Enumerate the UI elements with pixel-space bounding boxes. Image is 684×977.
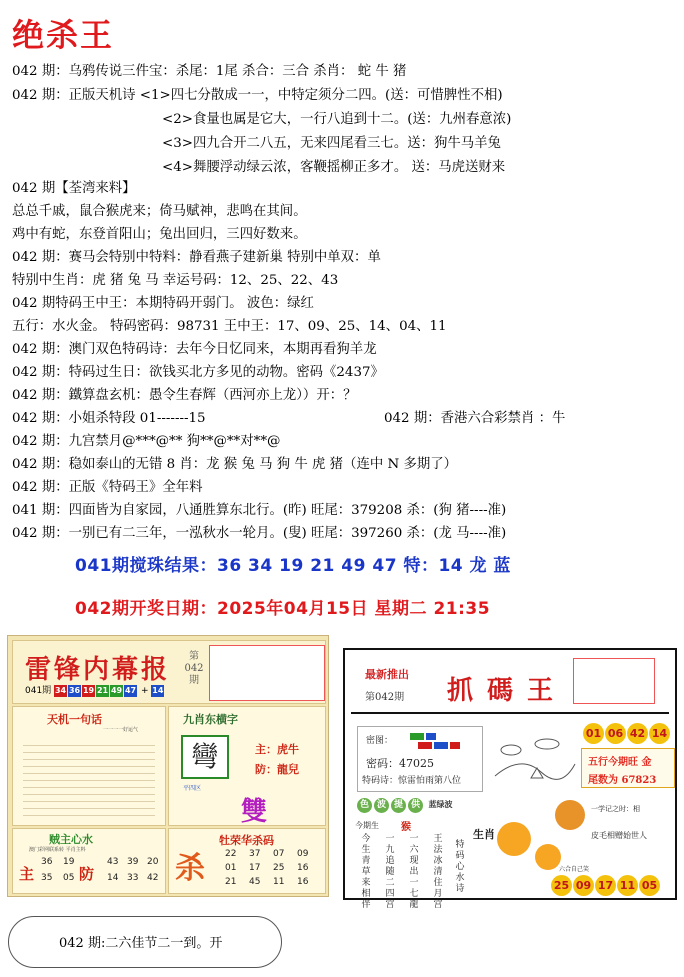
sha-num: 16 (297, 863, 309, 873)
sha-num: 09 (297, 849, 309, 859)
line: 042 期：特码过生日：欲钱买北方多见的动物。密码《2437》 (12, 365, 384, 380)
bar-char: 波 (374, 798, 389, 813)
zei-text: 澳门彩网联系转 平肖主料 (29, 847, 86, 853)
guard-pick: 防：龍兒 (255, 763, 299, 776)
line: <3>四九合开二八五，无来四尾看三七。送：狗牛马羊兔 (162, 136, 501, 151)
zei-num: 33 (127, 873, 139, 883)
line: 042 期：正版天机诗 <1>四七分散成一一，中特定须分二四。(送：可惜脾性不相) (12, 88, 503, 103)
zhuama-blank-box (573, 658, 655, 704)
jiuxiao-section (168, 706, 326, 826)
poem-col: 王法冰清住月宫 (433, 834, 443, 910)
tianji-sub: 一一一一好运气 (103, 727, 139, 733)
line: 042 期：小姐杀特段 01-------15 (12, 411, 206, 426)
sha-num: 45 (249, 877, 261, 887)
monkey-icon (555, 800, 585, 830)
zei-main: 主 (19, 865, 35, 883)
line: 042 期：乌鸦传说三件宝：杀尾：1尾 杀合：三合 杀肖： 蛇 牛 猪 (12, 64, 407, 79)
poem-col: 一六现出一七龍 (409, 834, 419, 910)
secret-code: 密码：47025 (366, 757, 434, 770)
landscape-drawing-icon (491, 724, 577, 786)
bar-end: 蓝绿波 (428, 799, 453, 809)
side-note-3: 六合自己笑 (559, 866, 590, 873)
riddle-poem: 特码诗：惊雷怕雨第八位 (362, 776, 462, 786)
leifeng-panel (7, 635, 329, 897)
draw-result: 041期搅珠结果：36 34 19 21 49 47 特：14 龙 蓝 (75, 556, 511, 576)
line: 总总千戚，鼠合猴虎来；倚马赋神，悲鸣在其间。 (12, 204, 307, 219)
sha-num: 01 (225, 863, 237, 873)
side-note-2: 皮毛相赠始世人 (591, 831, 647, 840)
zei-num: 20 (147, 857, 159, 867)
sha-num: 17 (249, 863, 261, 873)
zei-num: 14 (107, 873, 119, 883)
leifeng-blank-box (209, 645, 325, 701)
zhuama-header (351, 658, 669, 710)
line: 042 期【荃湾来料】 (12, 181, 136, 196)
ball: 34 (54, 686, 67, 695)
sha-num: 37 (249, 849, 261, 859)
secret-logo-icon (408, 731, 464, 751)
zodiac-label: 生肖 (473, 828, 495, 841)
big-character: 彎 (181, 735, 229, 779)
leifeng-title: 雷锋内幕报 (25, 655, 171, 685)
ball: 49 (110, 686, 123, 695)
leifeng-header (12, 640, 326, 704)
poem-col: 今生青草来相伴 (361, 834, 371, 910)
secret-label: 密图： (366, 736, 394, 746)
tianji-section (12, 706, 166, 826)
zei-guard: 防 (79, 865, 95, 883)
orb: 11 (617, 875, 638, 896)
bar-char: 供 (408, 798, 423, 813)
bottom-orbs (551, 874, 661, 896)
sha-num: 16 (297, 877, 309, 887)
sha-character: 杀 (175, 851, 205, 886)
line: 042 期：稳如泰山的无错 8 肖：龙 猴 兔 马 狗 牛 虎 猪（连中 N 多期了） (12, 457, 458, 472)
tip-tail: 尾数为 67823 (588, 775, 657, 786)
zei-title: 贼主心水 (49, 833, 93, 846)
zei-num: 19 (63, 857, 75, 867)
line: 042 期：一别已有二三年，一泓秋水一轮月。(叟) 旺尾：397260 杀：(龙 马----准) (12, 526, 507, 541)
line: 鸡中有蛇，东登首阳山；兔出回归，三四好数来。 (12, 227, 307, 242)
line: 042 期：正版《特码王》全年料 (12, 480, 203, 495)
orb: 09 (573, 875, 594, 896)
zei-num: 39 (127, 857, 139, 867)
sec2-tag: 平四区 (183, 785, 202, 792)
zhuama-title: 抓碼王 (447, 676, 568, 706)
secret-code-box (357, 726, 483, 792)
zhuama-issue: 第042期 (365, 692, 405, 703)
line: 特别中生肖：虎 猪 兔 马 幸运号码：12、25、22、43 (12, 273, 339, 288)
ball: 47 (124, 686, 137, 695)
orb: 06 (605, 723, 626, 744)
leifeng-issue: 第042期 (184, 651, 204, 686)
bar-issue: 今期生 (355, 821, 379, 830)
sun-icon (535, 844, 561, 870)
bar-char: 提 (391, 798, 406, 813)
orb: 01 (583, 723, 604, 744)
zei-section (12, 828, 166, 894)
speech-bubble (8, 916, 282, 968)
sha-num: 25 (273, 863, 285, 873)
tianji-title: 天机一句话 (47, 713, 102, 726)
main-pick: 主：虎牛 (255, 743, 299, 756)
bar-pick: 猴 (401, 822, 411, 833)
plus-sign: + (140, 686, 149, 696)
sun-icon (497, 822, 531, 856)
color-bar (357, 798, 452, 813)
sha-section (168, 828, 326, 894)
tianji-fine-print (23, 739, 155, 819)
sha-num: 22 (225, 849, 237, 859)
orb: 17 (595, 875, 616, 896)
top-orbs (583, 722, 671, 744)
ball: 21 (96, 686, 109, 695)
line: 042 期：赛马会特别中特料：静看燕子建新巢 特别中单双：单 (12, 250, 381, 265)
shuang-character: 雙 (241, 797, 268, 827)
sha-num: 21 (225, 877, 237, 887)
zei-num: 35 (41, 873, 53, 883)
poem-col: 一九追随二四宫 (385, 834, 395, 910)
line: 五行：水火金。 特码密码：98731 王中王：17、09、25、14、04、11 (12, 319, 447, 334)
orb: 42 (627, 723, 648, 744)
zei-num: 42 (147, 873, 159, 883)
line: <4>舞腰浮动绿云浓，客鞭摇柳正多才。 送：马虎送财来 (162, 160, 506, 175)
zei-num: 43 (107, 857, 119, 867)
zhuama-panel (343, 648, 677, 910)
zei-num: 36 (41, 857, 53, 867)
bubble-text: 042 期:二六佳节二一到。开 (59, 936, 223, 951)
bar-char: 色 (357, 798, 372, 813)
sha-num: 07 (273, 849, 285, 859)
ball-special: 14 (152, 686, 164, 695)
page-title: 绝杀王 (12, 16, 115, 54)
line: 042 期：澳门双色特码诗：去年今日忆同来，本期再看狗羊龙 (12, 342, 377, 357)
line: 042 期：九宫禁月@***@** 狗**@**对**@ (12, 434, 281, 449)
orb: 25 (551, 875, 572, 896)
jiuxiao-title: 九肖东横字 (183, 713, 238, 726)
line: 042 期特码王中王：本期特码开弱门。 波色：绿红 (12, 296, 314, 311)
ball: 19 (82, 686, 95, 695)
wuxing-tip (581, 748, 675, 788)
sha-num: 11 (273, 877, 285, 887)
line: 042 期：鐵算盘玄机：愚令生春辉（西河亦上龙））开：？ (12, 388, 357, 403)
tip-wuxing: 五行今期旺 金 (588, 757, 652, 768)
line-extra: 042 期：香港六合彩禁肖 ：牛 (384, 411, 566, 426)
line: <2>食量也属是它大，一行八追到十二。(送：九州春意浓) (162, 112, 512, 127)
zei-num: 05 (63, 873, 75, 883)
ball: 36 (68, 686, 81, 695)
leifeng-balls (25, 683, 165, 697)
orb: 14 (649, 723, 670, 744)
new-label: 最新推出 (365, 668, 409, 681)
prev-issue: 041期 (25, 686, 52, 696)
draw-date: 042期开奖日期：2025年04月15日 星期二 21:35 (75, 599, 491, 619)
poem-label: 特码心水诗 (455, 840, 465, 894)
orb: 05 (639, 875, 660, 896)
divider (351, 712, 669, 714)
side-note: 一学记之时：相 (591, 805, 640, 813)
line: 041 期：四面皆为自家园，八通胜算东北行。(昨) 旺尾：379208 杀：(狗 猪----准) (12, 503, 507, 518)
sha-title: 牡荣华杀码 (219, 834, 274, 847)
